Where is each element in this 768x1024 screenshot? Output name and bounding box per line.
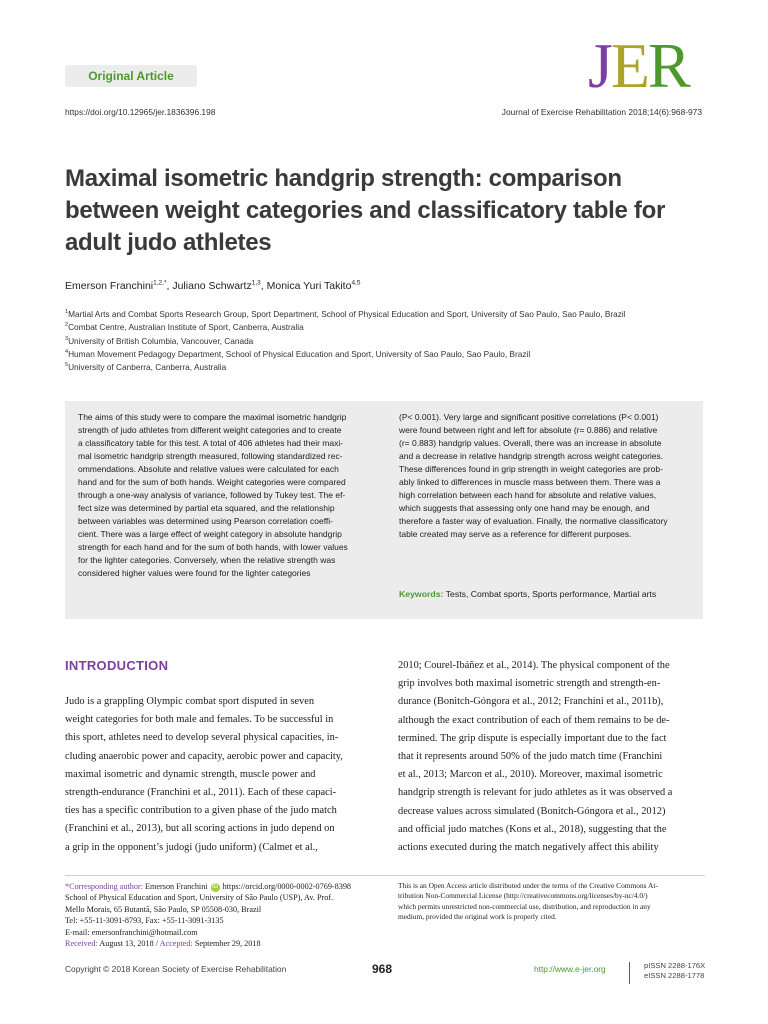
orcid-link[interactable]: https://orcid.org/0000-0002-0769-8398 [220, 882, 352, 891]
abstract-line: strength of judo athletes from different weight categories and to create [78, 425, 342, 435]
section-heading-introduction: INTRODUCTION [65, 658, 169, 673]
abstract-line: which suggests that assessing only one hand may be enough, and [399, 503, 650, 513]
affiliation-item [65, 348, 626, 361]
footnote-divider [65, 875, 705, 876]
affiliation-text: University of Canberra, Canberra, Australia [68, 362, 227, 373]
affiliation-text: Combat Centre, Australian Institute of Sport, Canberra, Australia [68, 322, 304, 333]
keywords [399, 589, 656, 599]
body-line: grip involves both maximal isometric strength and strength-en- [398, 678, 661, 690]
body-line: ties has a specific contribution to a given phase of the judo match [65, 805, 337, 817]
logo-letter-e: E [610, 30, 648, 101]
corresponding-author-label: *Corresponding author: [65, 882, 143, 891]
author-affiliation-marker: 4,5 [351, 279, 361, 287]
doi-link[interactable]: https://doi.org/10.12965/jer.1836396.198 [65, 107, 216, 117]
author-name: Emerson Franchini [65, 280, 154, 292]
affiliation-item [65, 335, 626, 348]
abstract-left-column [78, 411, 373, 580]
author-separator: , [260, 280, 267, 292]
title-line: Maximal isometric handgrip strength: comparison [65, 165, 622, 192]
license-line: medium, provided the original work is properly cited. [398, 912, 557, 922]
keywords-text: Tests, Combat sports, Sports performance, Martial arts [443, 589, 657, 599]
abstract-line: (P< 0.001). Very large and significant positive correlations (P< 0.001) [399, 412, 659, 422]
body-line: handgrip strength is relevant for judo athletes as it was observed a [398, 787, 673, 799]
body-line: 2010; Courel-Ibáñez et al., 2014). The physical component of the [398, 660, 670, 671]
body-line: et al., 2013; Marcon et al., 2010). Moreover, maximal isometric [398, 769, 663, 781]
abstract-line: (r= 0.883) handgrip values. Overall, there was an increase in absolute [399, 438, 662, 448]
license-line: which permits unrestricted non-commercial use, distribution, and reproduction in any [398, 901, 651, 911]
affiliation-number: 3 [65, 335, 69, 342]
body-line: that it represents around 50% of the judo match time (Franchini [398, 751, 663, 763]
eissn: eISSN 2288-1778 [644, 971, 705, 980]
abstract-line: ably linked to differences in muscle mass between them. There was a [399, 477, 661, 487]
abstract-line: strength for each hand and for the sum of both hands, with lower values [78, 542, 348, 552]
author-separator: , [166, 280, 173, 292]
page-number: 968 [372, 962, 393, 976]
correspondence-first-line [65, 881, 351, 892]
article-type-badge: Original Article [65, 65, 197, 87]
accepted-label: Accepted: [159, 939, 193, 949]
abstract-line: for the lighter categories. Conversely, when the relative strength was [78, 555, 336, 565]
author-affiliation-marker: 1,2,* [153, 279, 167, 287]
license-line: tribution Non-Commercial License (http://creativecommons.org/licenses/by-nc/4.0/) [398, 891, 648, 901]
affiliation-list [65, 308, 626, 374]
abstract-line: cient. There was a large effect of weight category in absolute handgrip [78, 529, 342, 539]
title-line: adult judo athletes [65, 229, 272, 256]
abstract-line: mal isometric handgrip strength measured, following standardized rec- [78, 451, 343, 461]
pissn: pISSN 2288-176X [644, 961, 706, 970]
correspondence-email[interactable]: E-mail: emersonfranchini@hotmail.com [65, 927, 198, 937]
abstract-line: high correlation between each hand for absolute and relative values, [399, 490, 657, 500]
abstract-line: were found between right and left for absolute (r= 0.886) and relative [399, 425, 658, 435]
abstract-line: These differences found in grip strength in weight categories are prob- [399, 464, 663, 474]
body-line: weight categories for both male and females. To be successful in [65, 714, 334, 726]
abstract-line: a classificatory table for this test. A total of 406 athletes had their maxi- [78, 438, 344, 448]
affiliation-number: 2 [65, 322, 69, 329]
footer-separator [629, 962, 630, 984]
correspondence-address-line: School of Physical Education and Sport, University of São Paulo (USP), Av. Prof. [65, 893, 334, 903]
footer-copyright: Copyright © 2018 Korean Society of Exercise Rehabilitation [65, 964, 287, 974]
abstract-line: table created may serve as a reference for different purposes. [399, 529, 632, 539]
affiliation-item [65, 321, 626, 334]
body-line: and official judo matches (Kons et al., 2018), suggesting that the [398, 823, 667, 835]
abstract-line: fect size was determined by partial eta squared, and the relationship [78, 503, 335, 513]
keywords-label: Keywords: [399, 589, 444, 599]
logo-letter-r: R [648, 30, 689, 101]
body-line: this sport, athletes need to develop several physical capacities, in- [65, 732, 339, 744]
affiliation-text: Martial Arts and Combat Sports Research Group, Sport Department, School of Physical Education and Sport, University of Sao Paulo, Sao Paulo, Brazil [68, 309, 626, 319]
body-line: (Franchini et al., 2013), but all scoring actions in judo depend on [65, 823, 335, 835]
body-line: Judo is a grappling Olympic combat sport disputed in seven [65, 696, 315, 707]
affiliation-text: University of British Columbia, Vancouver, Canada [68, 335, 254, 346]
intro-left-column [65, 693, 357, 857]
author-name: Juliano Schwartz [172, 280, 252, 292]
abstract-line: between variables was determined using Pearson correlation coeffi- [78, 516, 333, 526]
affiliation-number: 1 [65, 309, 69, 316]
affiliation-number: 5 [65, 362, 69, 369]
affiliation-number: 4 [65, 349, 69, 356]
abstract-line: hand and for the sum of both hands. Weight categories were compared [78, 477, 346, 487]
correspondence-phone: Tel: +55-11-3091-8793, Fax: +55-11-3091-3135 [65, 916, 224, 926]
intro-right-column [398, 657, 702, 857]
affiliation-text: Human Movement Pedagogy Department, School of Physical Education and Sport, University of Sao Paulo, Sao Paulo, Brazil [68, 348, 531, 359]
body-line: termined. The grip dispute is especially important due to the fact [398, 732, 667, 744]
journal-website-link[interactable]: http://www.e-jer.org [534, 964, 606, 974]
body-line: decrease values across simulated (Bonitch-Góngora et al., 2012) [398, 805, 666, 817]
logo-letter-j: J [588, 30, 611, 101]
accepted-date: September 29, 2018 [192, 939, 261, 949]
abstract-line: ommendations. Absolute and relative values were calculated for each [78, 464, 339, 474]
article-title [65, 163, 705, 259]
affiliation-item [65, 308, 626, 321]
body-line: strength-endurance (Franchini et al., 2011). Each of these capaci- [65, 787, 337, 799]
license-note [398, 881, 658, 923]
author-affiliation-marker: 1,3 [251, 279, 261, 287]
body-line: cluding anaerobic power and capacity, aerobic power and capacity, [65, 750, 343, 762]
correspondence-address-line: Mello Morais, 65 Butantã, São Paulo, SP 05508-030, Brazil [65, 904, 262, 914]
body-line: actions executed during the match negatively affect this ability [398, 842, 659, 854]
issn-block [644, 961, 705, 981]
abstract-line: therefore a faster way of evaluation. Finally, the normative classificatory [399, 516, 668, 526]
body-line: a grip in the opponent’s judogi (judo uniform) (Calmet et al., [65, 841, 318, 853]
journal-logo [588, 30, 689, 101]
abstract-line: considered higher values were found for the lighter categories [78, 568, 311, 578]
affiliation-item [65, 361, 626, 374]
journal-reference: Journal of Exercise Rehabilitation 2018;14(6):968-973 [501, 107, 702, 117]
abstract-line: The aims of this study were to compare the maximal isometric handgrip [78, 412, 347, 422]
abstract-line: and a decrease in relative handgrip strength across weight categories. [399, 451, 664, 461]
abstract-line: through a one-way analysis of variance, followed by Tukey test. The ef- [78, 490, 346, 500]
license-line: This is an Open Access article distributed under the terms of the Creative Commons At- [398, 881, 658, 890]
body-line: although the exact contribution of each of them remains to be de- [398, 714, 670, 726]
correspondence-block [65, 881, 351, 949]
orcid-icon[interactable]: iD [212, 883, 218, 890]
received-accepted-line [65, 938, 351, 949]
author-list [65, 280, 360, 292]
body-line: maximal isometric and dynamic strength, muscle power and [65, 768, 316, 780]
abstract-box [65, 401, 703, 619]
author-name: Monica Yuri Takito [266, 280, 352, 292]
title-line: between weight categories and classificatory table for [65, 197, 665, 224]
corresponding-author-name: Emerson Franchini [143, 882, 210, 891]
received-label: Received: [65, 939, 98, 949]
body-line: durance (Bonitch-Góngora et al., 2012; Franchini et al., 2011b), [398, 696, 664, 708]
abstract-right-column [399, 411, 693, 541]
received-date: August 13, 2018 / [97, 939, 160, 949]
